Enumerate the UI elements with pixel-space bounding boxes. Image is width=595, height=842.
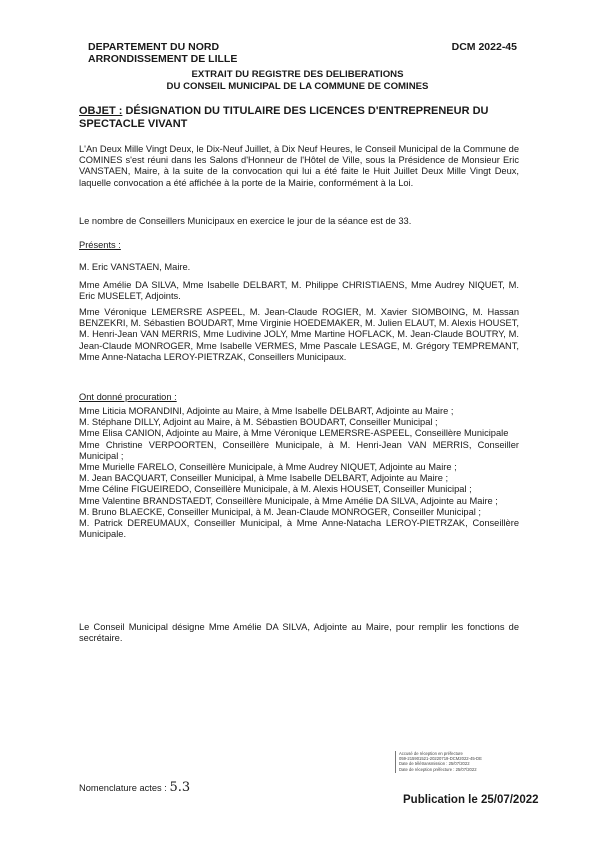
- procuration-item: Mme Christine VERPOORTEN, Conseillère Municipale, à M. Henri-Jean VAN MERRIS, Conseiller Municipal ;: [79, 439, 519, 461]
- nomenclature: [79, 780, 190, 795]
- procuration-item: M. Jean BACQUART, Conseiller Municipal, à Mme Isabelle DELBART, Adjointe au Maire ;: [79, 473, 449, 484]
- stamp-line-2: 059-215901521-20220719-DCM2022-45-DE: [399, 756, 482, 762]
- quorum-paragraph: Le nombre de Conseillers Municipaux en exercice le jour de la séance est de 33.: [79, 216, 412, 226]
- presents-maire: M. Eric VANSTAEN, Maire.: [79, 262, 191, 272]
- secretaire-paragraph: Le Conseil Municipal désigne Mme Amélie DA SILVA, Adjointe au Maire, pour remplir les fonctions de secrétaire.: [79, 622, 519, 644]
- presents-adjoints: Mme Amélie DA SILVA, Mme Isabelle DELBART, M. Philippe CHRISTIAENS, Mme Audrey NIQUET, M. Eric MUSELET, Adjoints.: [79, 280, 519, 302]
- objet-heading: [79, 105, 519, 130]
- deliberation-reference: DCM 2022-45: [451, 41, 517, 53]
- presents-conseillers: Mme Véronique LEMERSRE ASPEEL, M. Jean-Claude ROGIER, M. Xavier SIOMBOING, M. Hassan BENZEKRI, M. Sébastien BOUDART, Mme Virginie HOEDEMAKER, M. Julien ELAUT, M. Alexis HOUSET, M. Henri-Jean VAN MERRIS, Mme Ludivine JOLY, Mme Martine HOFLACK, M. Jean-Claude BOUTRY, M. Jean-Claude MONROGER, Mme Isabelle VERMES, Mme Pascale LESAGE, M. Grégory TEMPREMANT, Mme Anne-Natacha LEROY-PIETRZAK, Conseillers Municipaux.: [79, 307, 519, 362]
- stamp-line-1: Accusé de réception en préfecture: [399, 751, 463, 756]
- publication-date: Publication le 25/07/2022: [403, 794, 539, 806]
- procuration-item: Mme Valentine BRANDSTAEDT, Conseillère Municipale, à Mme Amélie DA SILVA, Adjointe au Maire ;: [79, 495, 498, 506]
- prefecture-receipt-stamp: [395, 751, 549, 773]
- procuration-item: Mme Elisa CANION, Adjointe au Maire, à Mme Véronique LEMERSRE-ASPEEL, Conseillère Municipale: [79, 428, 509, 439]
- procuration-item: Mme Liticia MORANDINI, Adjointe au Maire, à Mme Isabelle DELBART, Adjointe au Maire ;: [79, 406, 454, 416]
- objet-label: OBJET :: [79, 105, 123, 117]
- arrondissement-label: ARRONDISSEMENT DE LILLE: [88, 53, 238, 65]
- procuration-item: M. Bruno BLAECKE, Conseiller Municipal, à M. Jean-Claude MONROGER, Conseiller Municipal ;: [79, 506, 481, 517]
- nomenclature-label: Nomenclature actes :: [79, 783, 167, 793]
- procurations-heading: Ont donné procuration :: [79, 392, 177, 402]
- procuration-item: M. Stéphane DILLY, Adjoint au Maire, à M. Sébastien BOUDART, Conseiller Municipal ;: [79, 417, 438, 428]
- presents-heading: Présents :: [79, 240, 121, 250]
- procuration-item: Mme Céline FIGUEIREDO, Conseillère Municipale, à M. Alexis HOUSET, Conseiller Municipal ;: [79, 484, 472, 495]
- stamp-line-3: Date de télétransmission : 25/07/2022: [399, 761, 470, 767]
- extract-line-1: EXTRAIT DU REGISTRE DES DELIBERATIONS: [191, 69, 404, 80]
- stamp-line-4: Date de réception préfecture : 25/07/2022: [399, 766, 477, 772]
- header-left: [88, 41, 237, 65]
- intro-paragraph: L'An Deux Mille Vingt Deux, le Dix-Neuf Juillet, à Dix Neuf Heures, le Conseil Municipal de la Commune de COMINES s'est réuni dans les Salons d'Honneur de l'Hôtel de Ville, sous la Présidence de Monsieur Eric VANSTAEN, Maire, à la suite de la convocation qui lui a été faite le Huit Juillet Deux Mille Vingt Deux, laquelle convocation a été affichée à la porte de la Mairie, conformément à la Loi.: [79, 144, 519, 188]
- nomenclature-code: 5.3: [169, 780, 191, 795]
- department-label: DEPARTEMENT DU NORD: [88, 41, 220, 53]
- procuration-item: Mme Murielle FARELO, Conseillère Municipale, à Mme Audrey NIQUET, Adjointe au Maire ;: [79, 462, 457, 473]
- objet-text: DÉSIGNATION DU TITULAIRE DES LICENCES D'ENTREPRENEUR DU SPECTACLE VIVANT: [79, 105, 489, 130]
- extract-line-2: DU CONSEIL MUNICIPAL DE LA COMMUNE DE COMINES: [166, 81, 429, 92]
- procuration-item: M. Patrick DEREUMAUX, Conseiller Municipal, à Mme Anne-Natacha LEROY-PIETRZAK, Conseillère Municipale.: [79, 518, 519, 540]
- extract-title: [0, 69, 595, 93]
- procurations-list: [79, 406, 519, 540]
